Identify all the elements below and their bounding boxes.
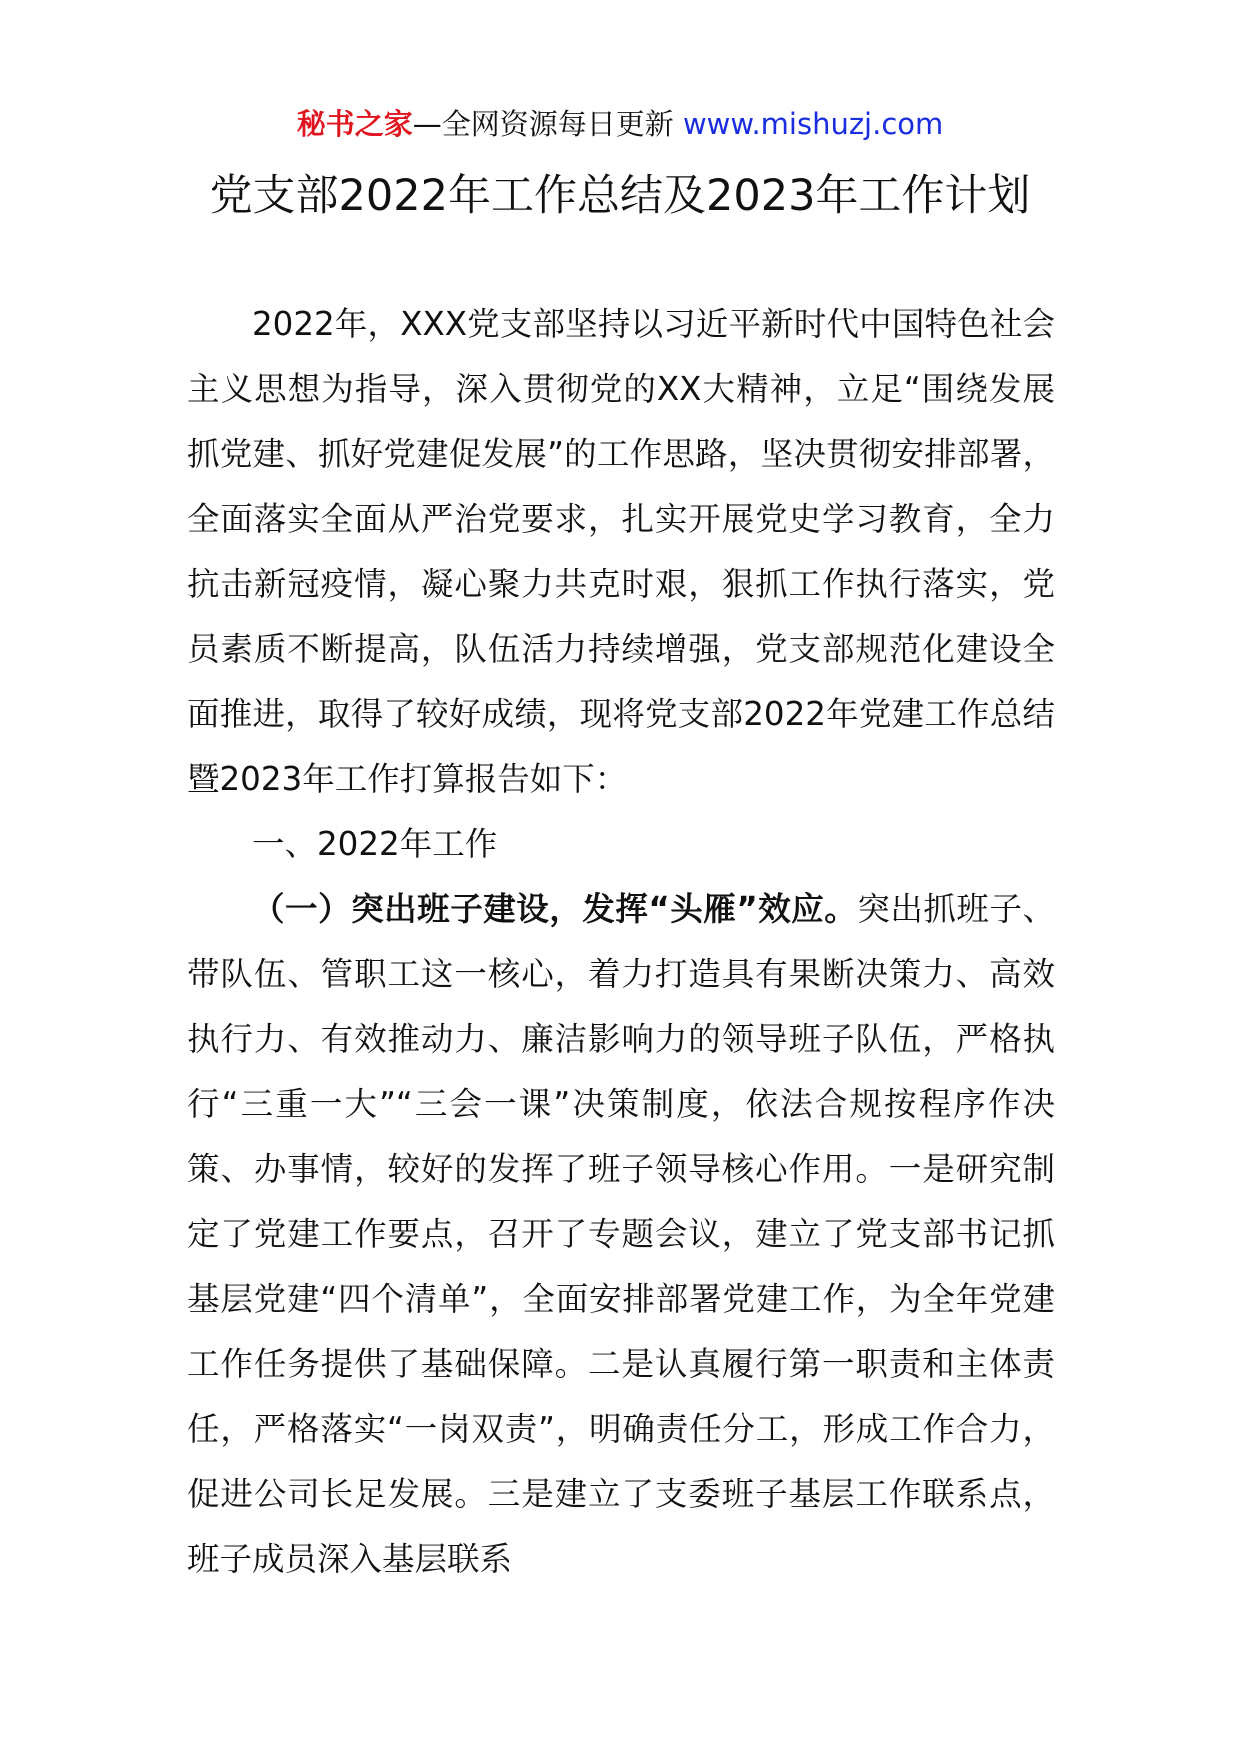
- site-url-link[interactable]: www.mishuzj.com: [682, 107, 944, 141]
- site-banner: [0, 104, 1240, 144]
- document-body: [187, 292, 1055, 1592]
- banner-tagline: —全网资源每日更新: [412, 107, 674, 141]
- item-heading: （一）突出班子建设，发挥“头雁”效应。: [252, 890, 858, 928]
- item-paragraph: [187, 877, 1055, 1592]
- intro-paragraph: 2022年，XXX党支部坚持以习近平新时代中国特色社会主义思想为指导，深入贯彻党的XX大精神，立足“围绕发展抓党建、抓好党建促发展”的工作思路，坚决贯彻安排部署，全面落实全面从严治党要求，扎实开展党史学习教育，全力抗击新冠疫情，凝心聚力共克时艰，狠抓工作执行落实，党员素质不断提高，队伍活力持续增强，党支部规范化建设全面推进，取得了较好成绩，现将党支部2022年党建工作总结暨2023年工作打算报告如下：: [187, 305, 1055, 798]
- section-heading: 一、2022年工作: [252, 825, 498, 863]
- brand-name: 秘书之家: [296, 107, 413, 141]
- document-title: 党支部2022年工作总结及2023年工作计划: [209, 171, 1031, 221]
- item-body: 突出抓班子、带队伍、管职工这一核心，着力打造具有果断决策力、高效执行力、有效推动力、廉洁影响力的领导班子队伍，严格执行“三重一大”“三会一课”决策制度，依法合规按程序作决策、办事情，较好的发挥了班子领导核心作用。一是研究制定了党建工作要点，召开了专题会议，建立了党支部书记抓基层党建“四个清单”，全面安排部署党建工作，为全年党建工作任务提供了基础保障。二是认真履行第一职责和主体责任，严格落实“一岗双责”，明确责任分工，形成工作合力，促进公司长足发展。三是建立了支委班子基层工作联系点，班子成员深入基层联系: [187, 890, 1055, 1578]
